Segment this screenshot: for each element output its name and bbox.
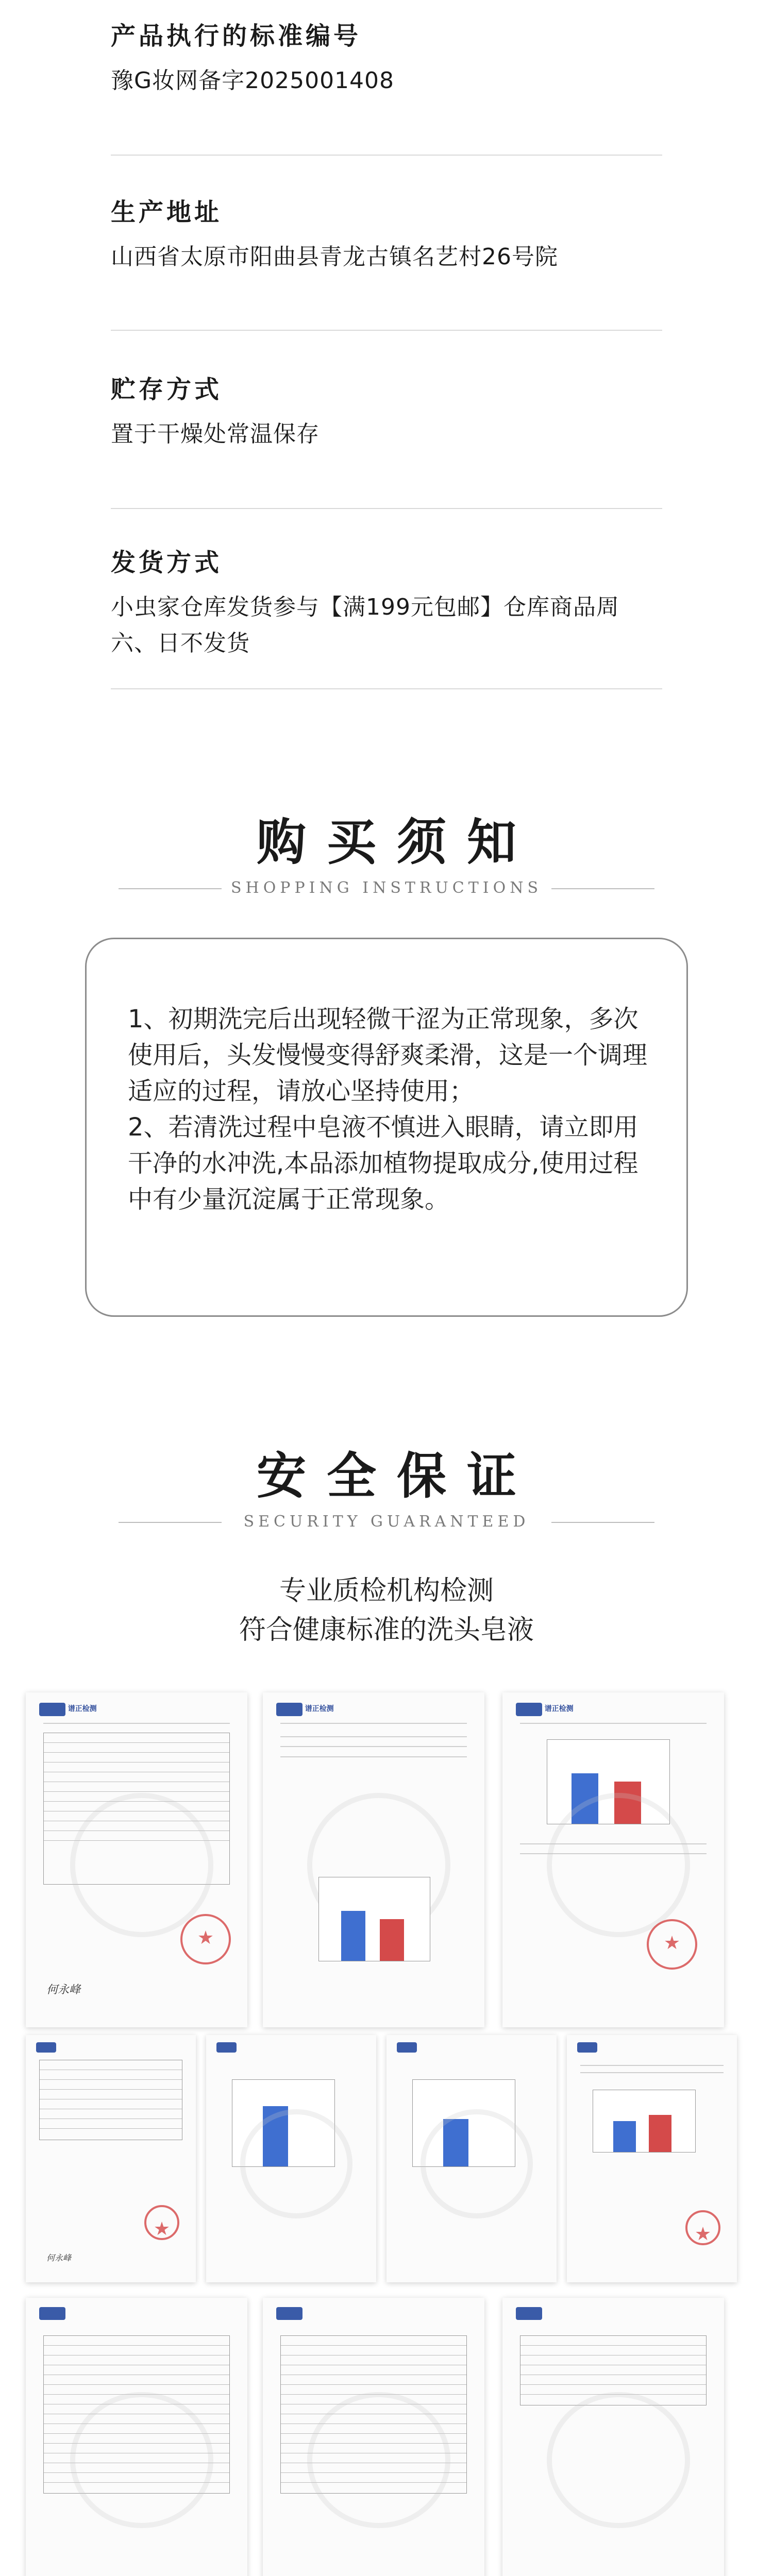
report-table (39, 2060, 182, 2140)
logo-icon (39, 2307, 66, 2319)
info-value: 山西省太原市阳曲县青龙古镇名艺村26号院 (111, 244, 558, 270)
signature: 何永峰 (46, 1984, 81, 1996)
divider (119, 888, 222, 889)
section-title: 安全保证 (257, 1447, 537, 1505)
divider (111, 155, 662, 156)
logo-icon (216, 2042, 237, 2052)
security-heading (0, 1448, 773, 1532)
seal-icon (685, 2210, 720, 2245)
bar-chart (318, 1877, 430, 1962)
info-title: 产品执行的标准编号 (111, 22, 362, 50)
info-title: 发货方式 (111, 548, 223, 577)
divider (580, 2065, 723, 2066)
info-value: 豫G妆网备字2025001408 (111, 67, 395, 94)
divider (280, 1736, 466, 1737)
notice-text: 1、初期洗完后出现轻微干涩为正常现象，多次使用后，头发慢慢变得舒爽柔滑，这是一个调理适应的过程，请放心坚持使用； (128, 1005, 648, 1106)
chart-bar (380, 1919, 404, 1961)
divider (580, 2072, 723, 2073)
chart-bar (341, 1911, 365, 1961)
info-standard (111, 21, 662, 99)
info-value: 置于干燥处常温保存 (111, 421, 320, 447)
report-page (26, 2035, 196, 2282)
watermark (70, 2392, 213, 2528)
watermark (547, 1793, 690, 1937)
seal-icon (647, 1919, 697, 1970)
shopping-heading (0, 814, 773, 899)
info-title: 贮存方式 (111, 375, 223, 404)
report-page (386, 2035, 557, 2282)
divider (280, 1756, 466, 1757)
watermark (70, 1793, 213, 1937)
divider (119, 1522, 222, 1523)
report-page (26, 2298, 247, 2576)
logo-icon (36, 2042, 57, 2052)
report-page (263, 1692, 484, 2027)
logo-icon (276, 2307, 303, 2319)
report-page (263, 2298, 484, 2576)
report-page (567, 2035, 737, 2282)
divider (280, 1746, 466, 1747)
logo-text: 谱正检测 (305, 1704, 334, 1713)
signature: 何永峰 (46, 2253, 72, 2263)
divider (520, 1723, 706, 1724)
info-address (111, 197, 662, 275)
logo-icon (577, 2042, 598, 2052)
notice-text: 2、若清洗过程中皂液不慎进入眼睛，请立即用干净的水冲洗,本品添加植物提取成分,使用过程中有少量沉淀属于正常现象。 (128, 1113, 638, 1214)
info-value: 小虫家仓库发货参与【满199元包邮】仓库商品周六、日不发货 (111, 594, 619, 656)
divider (551, 1522, 654, 1523)
notice-card (85, 938, 688, 1317)
section-title: 购买须知 (257, 814, 537, 871)
watermark (240, 2109, 352, 2218)
divider (111, 688, 662, 689)
info-title: 生产地址 (111, 198, 223, 227)
divider (280, 1723, 466, 1724)
lead-text: 专业质检机构检测 (279, 1575, 494, 1606)
section-subtitle: SECURITY GUARANTEED (243, 1513, 530, 1531)
seal-icon (180, 1914, 231, 1964)
divider (43, 1723, 229, 1724)
chart-bar (649, 2115, 671, 2152)
bar-chart (593, 2090, 696, 2153)
logo-icon (516, 1703, 543, 1716)
watermark (421, 2109, 533, 2218)
logo-text: 谱正检测 (544, 1704, 574, 1713)
info-storage (111, 374, 662, 452)
logo-icon (516, 2307, 543, 2319)
report-page (206, 2035, 376, 2282)
divider (111, 508, 662, 509)
divider (111, 330, 662, 331)
watermark (547, 2392, 690, 2528)
report-page (26, 1692, 247, 2027)
report-page (502, 1692, 724, 2027)
logo-icon (39, 1703, 66, 1716)
chart-bar (613, 2121, 636, 2152)
report-page (502, 2298, 724, 2576)
seal-icon (144, 2205, 179, 2240)
info-shipping (111, 547, 662, 662)
logo-icon (276, 1703, 303, 1716)
lead-text: 符合健康标准的洗头皂液 (239, 1615, 534, 1646)
logo-icon (397, 2042, 417, 2052)
watermark (307, 2392, 450, 2528)
section-subtitle: SHOPPING INSTRUCTIONS (230, 879, 543, 897)
logo-text: 谱正检测 (68, 1704, 97, 1713)
divider (551, 888, 654, 889)
